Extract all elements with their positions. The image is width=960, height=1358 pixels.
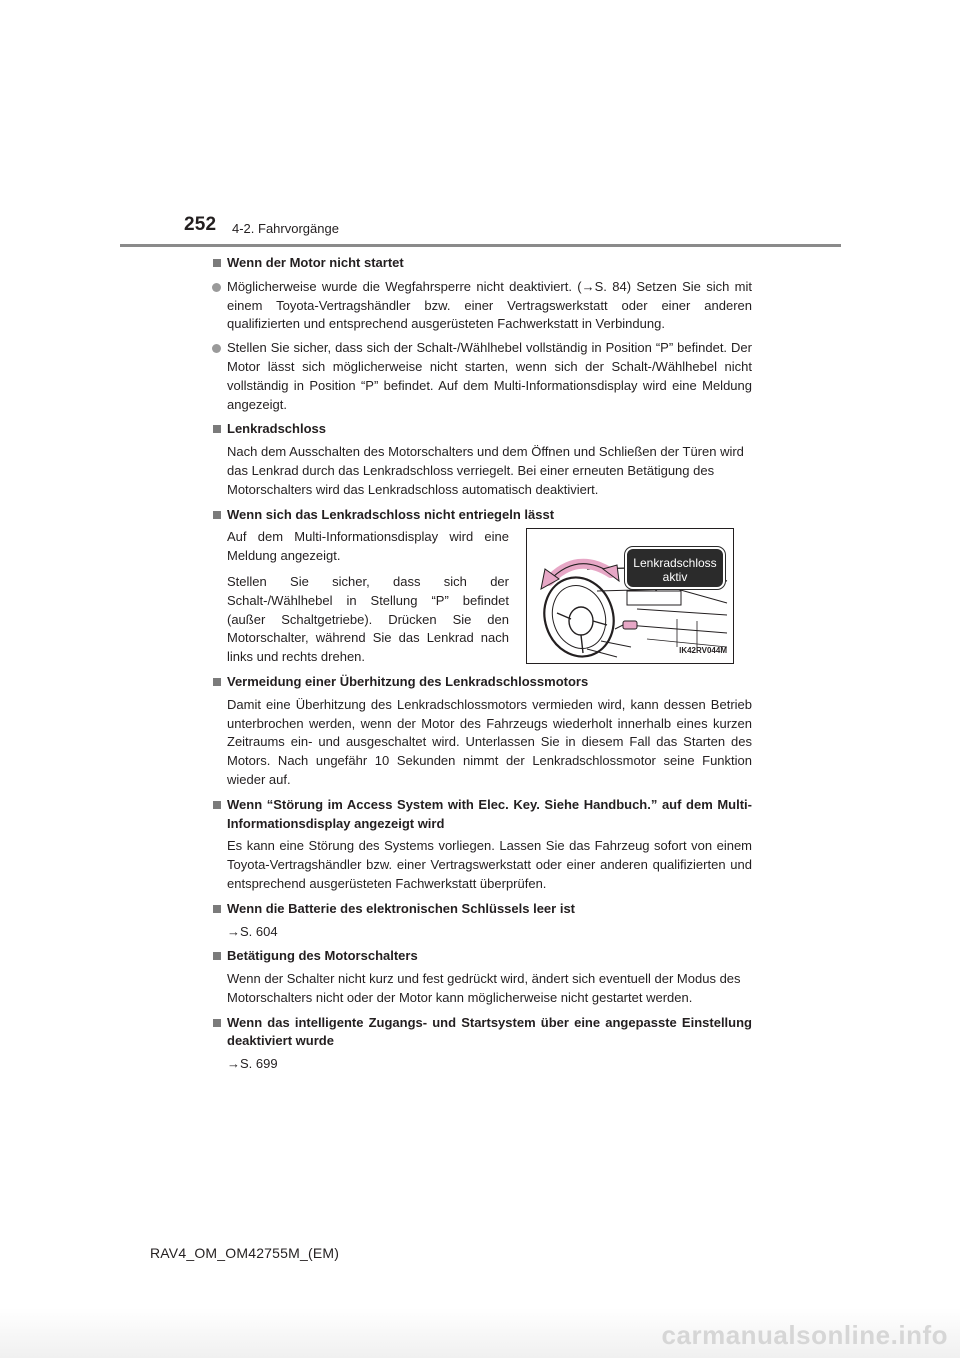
section-lenkradschloss: [212, 420, 752, 499]
section-stoerung-access-system: [212, 796, 752, 894]
section-body: Es kann eine Störung des Systems vorliegen. Lassen Sie das Fahrzeug sofort von einem Toyota-Vertragshändler bzw. einer Vertragswerkstatt oder einer anderen qualifizierten und entsprechend ausgerüsteten Fachwerkstatt überprüfen.: [227, 838, 752, 891]
list-item: [212, 278, 752, 334]
section-body: Damit eine Überhitzung des Lenkradschlossmotors vermieden wird, kann dessen Betrieb unterbrochen werden, wenn der Motor des Fahrzeugs wiederholt innerhalb eines kurzen Zeitraums ein- und ausgeschaltet wird. Unterlassen Sie in diesem Fall das Starten des Motors. Nach ungefähr 10 Sekunden nimmt der Lenkradschlossmotor seine Funktion wieder auf.: [227, 696, 752, 787]
page-reference-link[interactable]: →S. 699: [227, 1056, 278, 1072]
steering-lock-illustration: [526, 528, 734, 664]
section-batterie-leer: [212, 900, 752, 942]
section-heading: Lenkradschloss: [212, 420, 752, 439]
square-bullet-icon: [213, 259, 221, 267]
circle-bullet-icon: [212, 283, 221, 292]
section-body: Nach dem Ausschalten des Motorschalters und dem Öffnen und Schließen der Türen wird das Lenkrad durch das Lenkradschloss verriegelt. Bei einer erneuten Betätigung des Motorschalters wird das Lenkradschloss automatisch deaktiviert.: [227, 444, 744, 497]
figure-text-column: [227, 528, 509, 667]
square-bullet-icon: [213, 425, 221, 433]
section-heading: Betätigung des Motorschalters: [212, 947, 752, 966]
page-number: 252: [184, 214, 217, 235]
section-heading: Wenn sich das Lenkradschloss nicht entriegeln lässt: [212, 506, 752, 525]
section-heading: Wenn das intelligente Zugangs- und Startsystem über eine angepasste Einstellung deaktiviert wurde: [212, 1014, 752, 1052]
section-ueberhitzung: [212, 673, 752, 790]
section-heading: Wenn die Batterie des elektronischen Schlüssels leer ist: [212, 900, 752, 919]
display-message-bubble: Lenkradschloss aktiv: [625, 547, 725, 589]
bullet-text: Stellen Sie sicher, dass sich der Schalt-/Wählhebel vollständig in Position “P” befindet. Der Motor lässt sich möglicherweise nicht starten, wenn sich der Schalt-/Wählhebel nicht vollständig in Position “P” befindet. Auf dem Multi-Informationsdisplay wird eine Meldung angezeigt.: [227, 340, 752, 412]
section-heading: Wenn “Störung im Access System with Elec. Key. Siehe Handbuch.” auf dem Multi-Informationsdisplay angezeigt wird: [212, 796, 752, 834]
square-bullet-icon: [213, 905, 221, 913]
square-bullet-icon: [213, 952, 221, 960]
watermark-bar: [0, 1308, 960, 1358]
square-bullet-icon: [213, 801, 221, 809]
circle-bullet-icon: [212, 344, 221, 353]
footer-document-code: RAV4_OM_OM42755M_(EM): [150, 1245, 340, 1261]
text-with-figure: [227, 528, 752, 667]
bullet-text: Möglicherweise wurde die Wegfahrsperre nicht deaktiviert. (→S. 84) Setzen Sie sich mit einem Toyota-Vertragshändler bzw. einer Vertragswerkstatt oder einer anderen qualifizierten und entsprechend ausgerüsteten Fachwerkstatt in Verbindung.: [227, 278, 752, 332]
section-body: Wenn der Schalter nicht kurz und fest gedrückt wird, ändert sich eventuell der Modus des Motorschalters nicht oder der Motor kann möglicherweise nicht gestartet werden.: [227, 971, 741, 1005]
section-betaetigung-motorschalter: [212, 947, 752, 1007]
square-bullet-icon: [213, 678, 221, 686]
section-heading: Wenn der Motor nicht startet: [212, 254, 752, 273]
section-heading: Vermeidung einer Überhitzung des Lenkradschlossmotors: [212, 673, 752, 692]
list-item: [212, 339, 752, 414]
section-lenkradschloss-entriegeln: [212, 506, 752, 667]
figure-code: IK42RV044M: [679, 645, 727, 655]
square-bullet-icon: [213, 1019, 221, 1027]
section-zugangssystem-deaktiviert: [212, 1014, 752, 1074]
section-title: 4-2. Fahrvorgänge: [232, 221, 339, 236]
section-motor-startet-nicht: [212, 254, 752, 414]
page-content: [212, 254, 752, 1074]
watermark-text: carmanualsonline.info: [661, 1320, 948, 1350]
header-rule: [120, 244, 841, 247]
page-reference-link[interactable]: →S. 604: [227, 923, 278, 939]
square-bullet-icon: [213, 511, 221, 519]
section-body: Stellen Sie sicher, dass sich der Schalt-/Wählhebel in Stellung “P” befindet (außer Schaltgetriebe). Drücken Sie den Motorschalter, während Sie das Lenkrad nach links und rechts drehen.: [227, 573, 509, 665]
section-body: Auf dem Multi-Informationsdisplay wird eine Meldung angezeigt.: [227, 529, 509, 564]
